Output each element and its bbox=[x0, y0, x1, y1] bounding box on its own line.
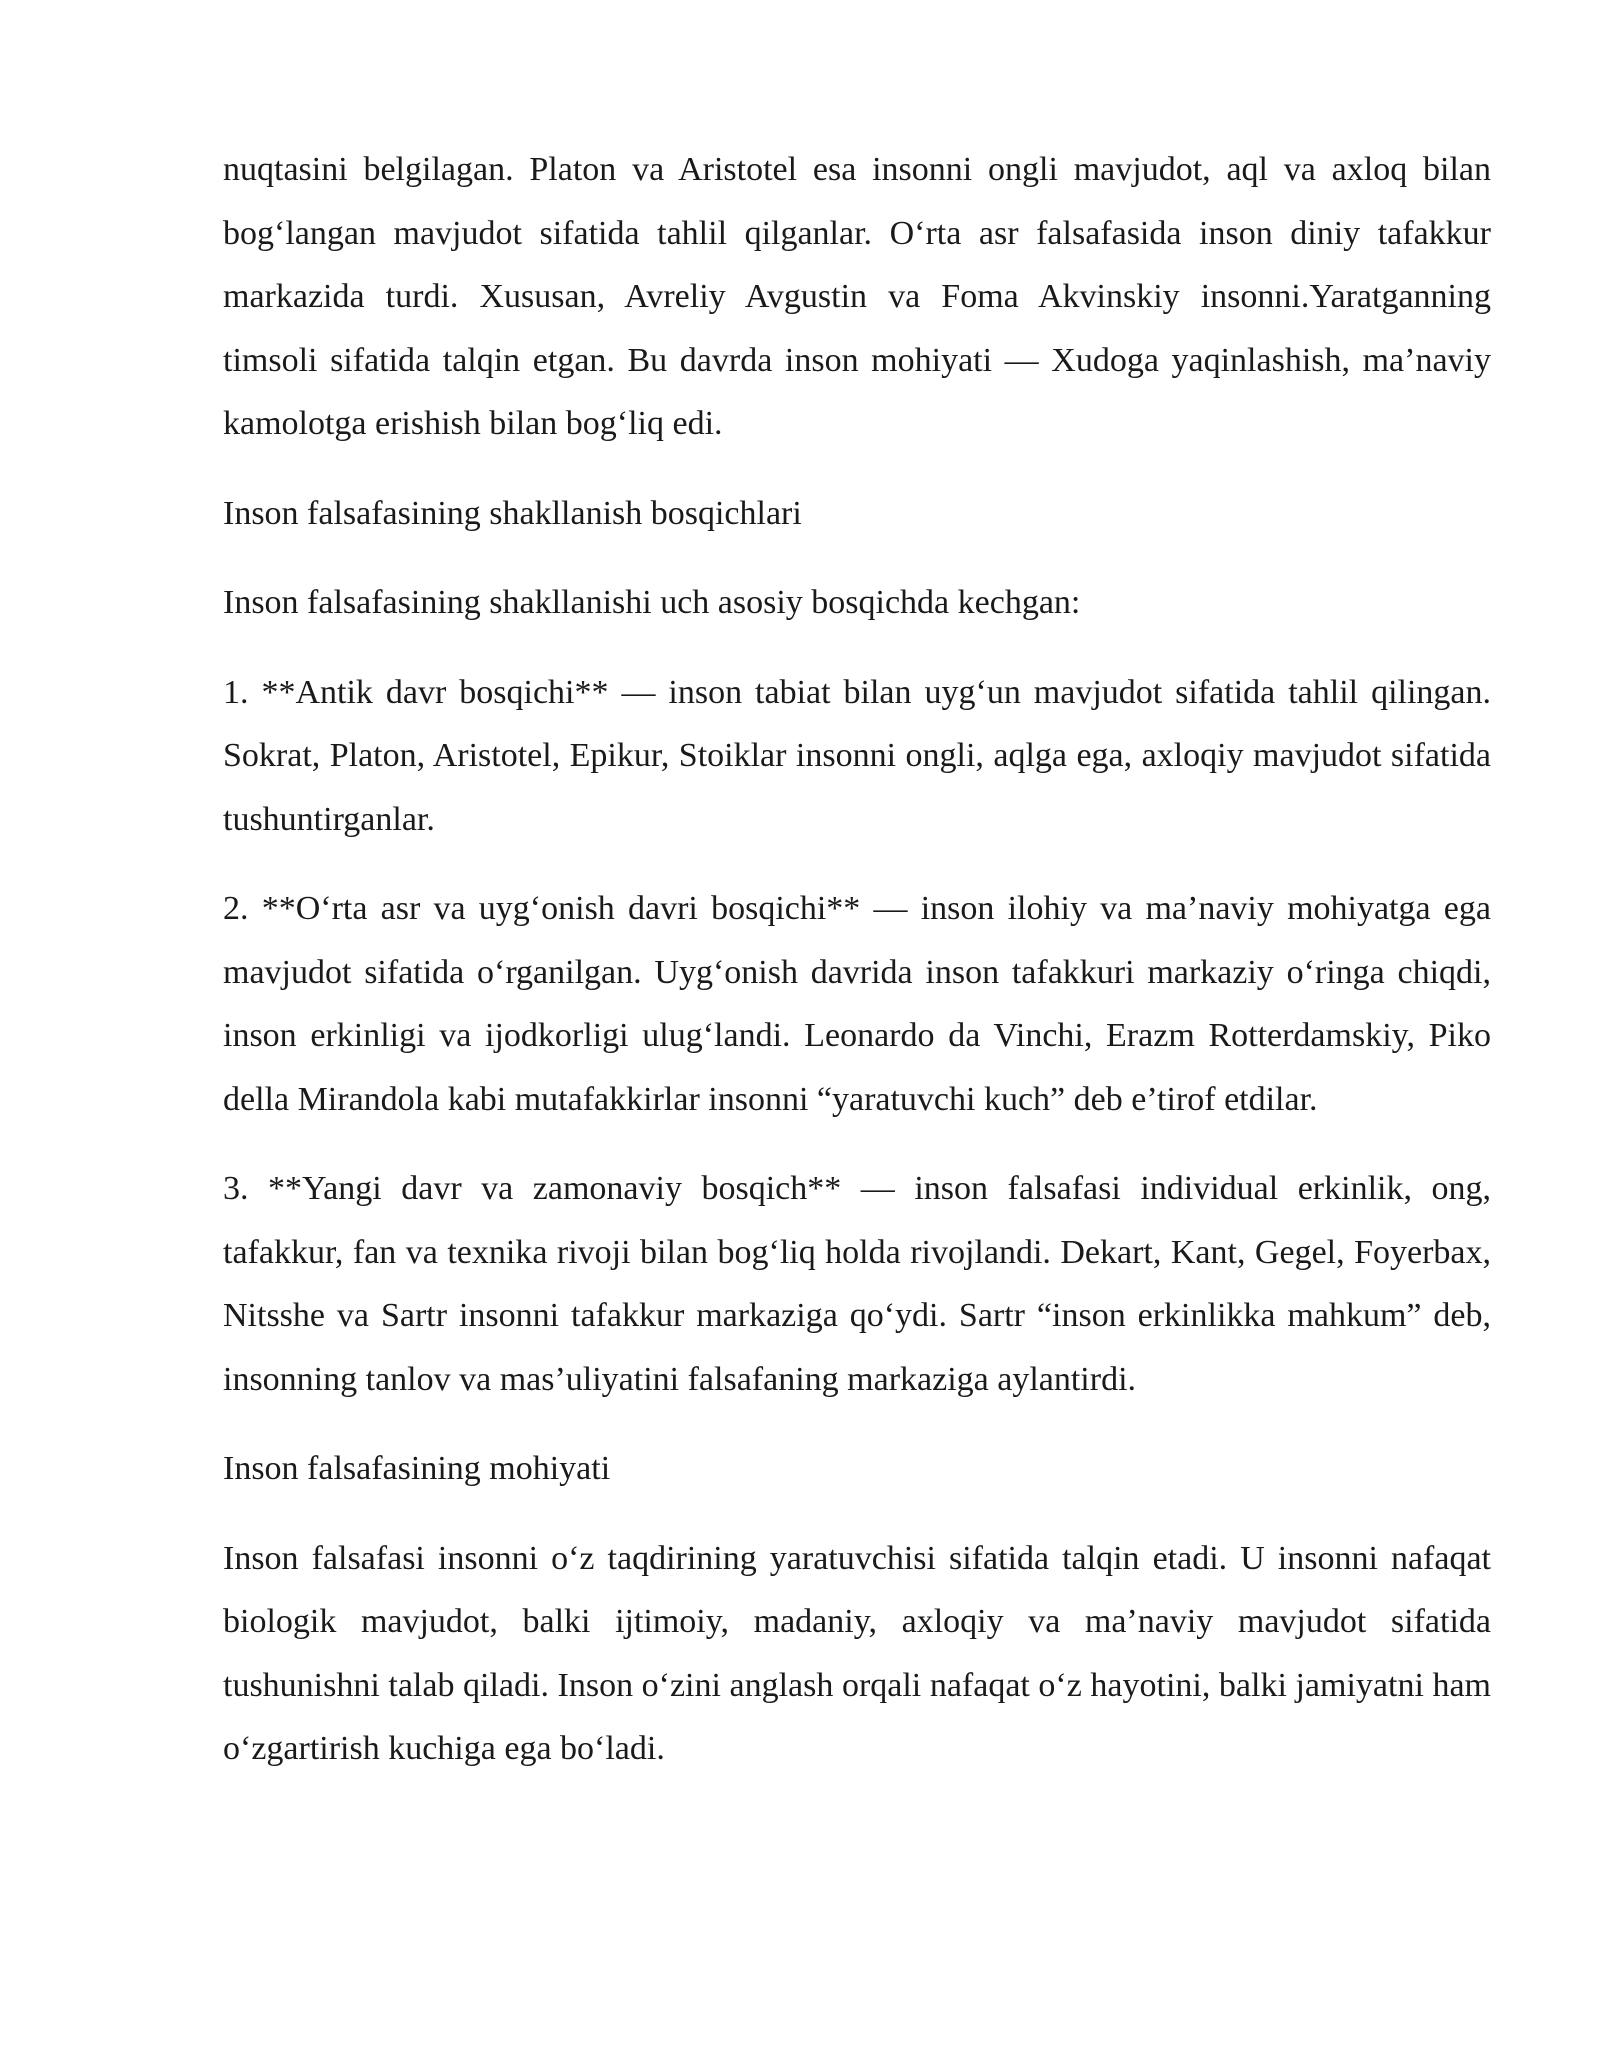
paragraph-stage-modern: 3. **Yangi davr va zamonaviy bosqich** — inson falsafasi individual erkinlik, ong, tafakkur, fan va texnika rivoji bilan bog‘liq holda rivojlandi. Dekart, Kant, Gegel, Foyerbax, Nitsshe va Sartr insonni tafakkur markaziga qo‘ydi. Sartr “inson erkinlikka mahkum” deb, insonning tanlov va mas’uliyatini falsafaning markaziga aylantirdi. bbox=[223, 1170, 1491, 1398]
document-body bbox=[223, 138, 1491, 1807]
paragraph-stage-middle-ages: 2. **O‘rta asr va uyg‘onish davri bosqichi** — inson ilohiy va ma’naviy mohiyatga ega mavjudot sifatida o‘rganilgan. Uyg‘onish davrida inson tafakkuri markaziy o‘ringa chiqdi, inson erkinligi va ijodkorligi ulug‘landi. Leonardo da Vinchi, Erazm Rotterdamskiy, Piko della Mirandola kabi mutafakkirlar insonni “yaratuvchi kuch” deb e’tirof etdilar. bbox=[223, 890, 1491, 1118]
paragraph-essence: Inson falsafasi insonni o‘z taqdirining yaratuvchisi sifatida talqin etadi. U insonni nafaqat biologik mavjudot, balki ijtimoiy, madaniy, axloqiy va ma’naviy mavjudot sifatida tushunishni talab qiladi. Inson o‘zini anglash orqali nafaqat o‘z hayotini, balki jamiyatni ham o‘zgartirish kuchiga ega bo‘ladi. bbox=[223, 1539, 1491, 1767]
paragraph-stages-intro: Inson falsafasining shakllanishi uch asosiy bosqichda kechgan: bbox=[223, 584, 1081, 621]
paragraph-intro-continuation: nuqtasini belgilagan. Platon va Aristotel esa insonni ongli mavjudot, aql va axloq bilan bog‘langan mavjudot sifatida tahlil qilganlar. O‘rta asr falsafasida inson diniy tafakkur markazida turdi. Xususan, Avreliy Avgustin va Foma Akvinskiy insonni.Yaratganning timsoli sifatida talqin etgan. Bu davrda inson mohiyati — Xudoga yaqinlashish, ma’naviy kamolotga erishish bilan bog‘liq edi. bbox=[223, 151, 1491, 442]
paragraph-stage-antique: 1. **Antik davr bosqichi** — inson tabiat bilan uyg‘un mavjudot sifatida tahlil qilingan. Sokrat, Platon, Aristotel, Epikur, Stoiklar insonni ongli, aqlga ega, axloqiy mavjudot sifatida tushuntirganlar. bbox=[223, 673, 1491, 838]
section-heading-essence: Inson falsafasining mohiyati bbox=[223, 1450, 611, 1487]
section-heading-stages: Inson falsafasining shakllanish bosqichlari bbox=[223, 494, 802, 532]
